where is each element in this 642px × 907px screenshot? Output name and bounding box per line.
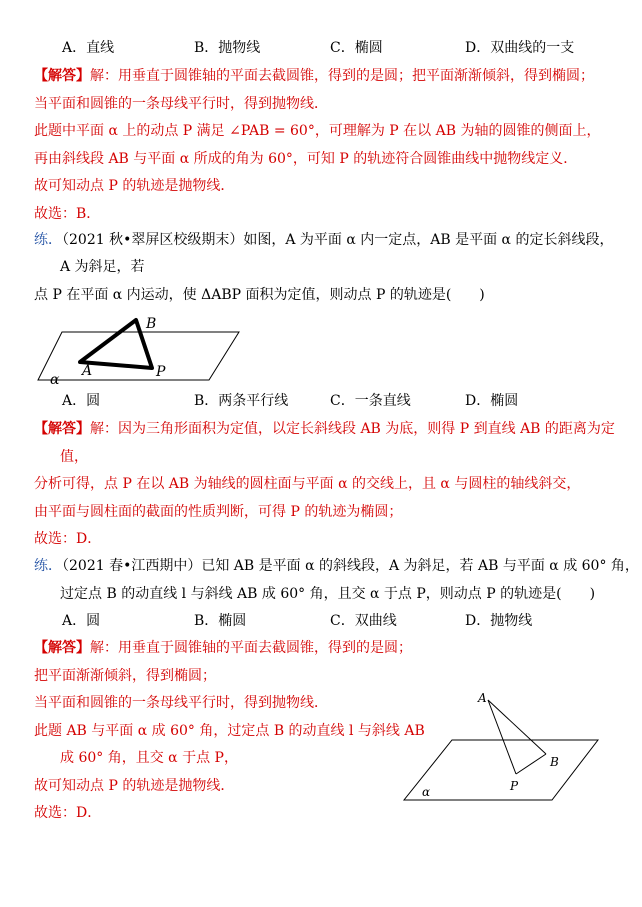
option-c: C．椭圆 (330, 40, 383, 56)
q1-solution-line-5: 故可知动点 P 的轨迹是抛物线． (34, 178, 235, 194)
label-b: B (550, 755, 559, 769)
q3-answer: 故选：D． (34, 805, 102, 821)
solution-tag: 【解答】 (34, 640, 90, 656)
q2-stem-line-2: A 为斜足，若 (60, 259, 145, 275)
option-d: D．椭圆 (465, 393, 519, 409)
q3-options (0, 611, 642, 631)
label-a: A (82, 363, 93, 379)
option-b: B．椭圆 (194, 613, 247, 629)
q1-solution-line-3: 此题中平面 α 上的动点 P 满足 ∠PAB = 60°，可理解为 P 在以 AB 为轴的圆锥的侧面上， (34, 123, 601, 139)
plane-alpha (404, 740, 598, 800)
plane-alpha (38, 332, 239, 380)
label-alpha: α (422, 785, 431, 799)
option-a: A．圆 (62, 393, 101, 409)
q2-solution-line-3: 分析可得，点 P 在以 AB 为轴线的圆柱面与平面 α 的交线上，且 α 与圆柱的轴线斜交， (34, 476, 581, 492)
segment-ab (488, 700, 546, 754)
label-a: A (478, 691, 487, 705)
solution-tag: 【解答】 (34, 68, 90, 84)
solution-text: 解：用垂直于圆锥轴的平面去截圆锥，得到的是圆；把平面渐渐倾斜，得到椭圆； (90, 68, 594, 84)
label-b: B (146, 316, 157, 332)
q1-answer: 故选：B． (34, 206, 101, 222)
q3-solution-line-3: 当平面和圆锥的一条母线平行时，得到抛物线． (34, 695, 328, 711)
label-p: P (510, 779, 519, 793)
label-alpha: α (50, 372, 60, 388)
q2-solution-line-2: 值， (60, 449, 88, 465)
q3-solution-line-5: 成 60° 角，且交 α 于点 P， (60, 750, 238, 766)
q1-options (0, 38, 642, 58)
q3-stem-line-1 (34, 556, 639, 576)
option-d: D．双曲线的一支 (465, 40, 575, 56)
option-b: B．抛物线 (194, 40, 261, 56)
label-p: P (156, 364, 166, 380)
q2-stem-line-1 (34, 230, 613, 250)
option-a: A．直线 (62, 40, 115, 56)
q2-solution-line-4: 由平面与圆柱面的截面的性质判断，可得 P 的轨迹为椭圆； (34, 504, 403, 520)
exercise-tag: 练． (34, 232, 62, 248)
option-c: C．一条直线 (330, 393, 411, 409)
stem-text: （2021 春•江西期中）已知 AB 是平面 α 的斜线段，A 为斜足，若 AB 与平面 α 成 60° 角， (62, 558, 639, 574)
q3-figure (400, 688, 600, 806)
exercise-tag: 练． (34, 558, 62, 574)
q3-solution-line-4: 此题 AB 与平面 α 成 60° 角，过定点 B 的动直线 l 与斜线 AB (34, 723, 425, 739)
q2-answer: 故选：D． (34, 531, 102, 547)
q3-stem-line-2: 过定点 B 的动直线 l 与斜线 AB 成 60° 角，且交 α 于点 P，则动点 P 的轨迹是( ) (60, 586, 596, 602)
option-d: D．抛物线 (465, 613, 533, 629)
q2-options (0, 391, 642, 411)
q2-figure (34, 310, 244, 388)
q3-solution-line-1 (34, 638, 412, 658)
solution-tag: 【解答】 (34, 421, 90, 437)
triangle-abp (80, 320, 152, 368)
q3-solution-line-6: 故可知动点 P 的轨迹是抛物线． (34, 778, 235, 794)
q1-solution-line-1 (34, 66, 594, 86)
option-a: A．圆 (62, 613, 101, 629)
segment-ap (488, 700, 516, 774)
q2-solution-line-1 (34, 419, 615, 439)
option-c: C．双曲线 (330, 613, 397, 629)
line-l (516, 754, 546, 774)
q1-solution-line-2: 当平面和圆锥的一条母线平行时，得到抛物线． (34, 96, 328, 112)
option-b: B．两条平行线 (194, 393, 289, 409)
stem-text: （2021 秋•翠屏区校级期末）如图，A 为平面 α 内一定点，AB 是平面 α 的定长斜线段， (62, 232, 614, 248)
solution-text: 解：因为三角形面积为定值，以定长斜线段 AB 为底，则得 P 到直线 AB 的距离为定 (90, 421, 615, 437)
q1-solution-line-4: 再由斜线段 AB 与平面 α 所成的角为 60°，可知 P 的轨迹符合圆锥曲线中抛物线定义． (34, 151, 578, 167)
q2-stem-line-3: 点 P 在平面 α 内运动，使 ΔABP 面积为定值，则动点 P 的轨迹是( ) (34, 287, 485, 303)
q3-solution-line-2: 把平面渐渐倾斜，得到椭圆； (34, 668, 216, 684)
solution-text: 解：用垂直于圆锥轴的平面去截圆锥，得到的是圆； (90, 640, 412, 656)
